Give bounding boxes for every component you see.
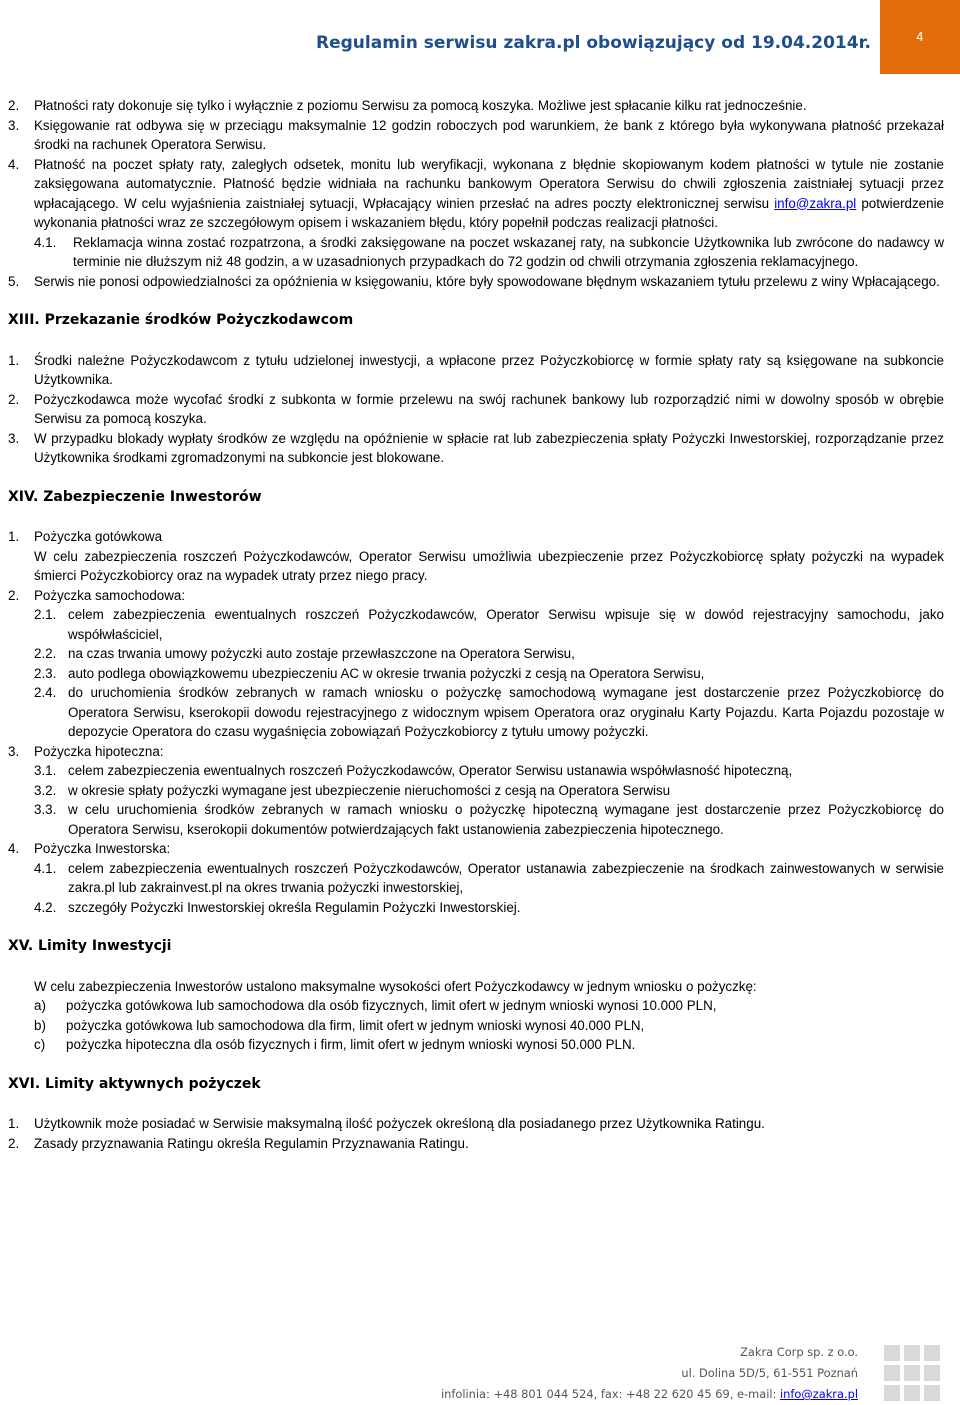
item-text: w celu uruchomienia środków zebranych w ramach wniosku o pożyczkę hipoteczną wymagane jest dostarczenie przez Pożyczkobiorcę do Operatora Serwisu, kserokopii dokumentów potwierdzających fakt ustanowienia zabezpieczenia hipotecznego. — [68, 802, 944, 837]
list-item — [8, 839, 944, 859]
sub-list-item — [34, 644, 944, 664]
item-text: pożyczka gotówkowa lub samochodowa dla firm, limit ofert w jednym wnioski wynosi 40.000 PLN, — [66, 1017, 645, 1033]
list-item — [34, 1035, 944, 1055]
item-text: Księgowanie rat odbywa się w przeciągu maksymalnie 12 godzin roboczych pod warunkiem, że bank z którego była wykonywana płatność przekazał środki na rachunek Operatora Serwisu. — [34, 117, 944, 152]
list-item — [8, 429, 944, 468]
item-number: 3. — [8, 743, 20, 759]
item-text: Płatności raty dokonuje się tylko i wyłącznie z poziomu Serwisu za pomocą koszyka. Możliwe jest spłacanie kilku rat jednocześnie. — [34, 98, 807, 113]
list-item — [8, 390, 944, 429]
list-item — [8, 272, 944, 292]
item-number: 2. — [8, 98, 20, 113]
list-item — [8, 527, 944, 547]
item-text: w okresie spłaty pożyczki wymagane jest ubezpieczenie nieruchomości z cesją na Operatora Serwisu — [68, 782, 671, 798]
company-logo-icon — [884, 1345, 940, 1401]
item-number: a) — [34, 998, 46, 1013]
sub-list-item — [34, 664, 944, 684]
item-text: celem zabezpieczenia ewentualnych roszczeń Pożyczkodawców, Operator ustanawia zabezpieczenie na środkach zainwestowanych w serwisie zakra.pl lub zakrainvest.pl na okres trwania pożyczki inwestorskiej, — [68, 860, 944, 895]
sub-list-item — [34, 683, 944, 742]
item-number: 4. — [8, 156, 20, 172]
item-number: 2. — [8, 587, 20, 603]
item-number: 4.2. — [34, 899, 57, 915]
item-text — [34, 155, 944, 233]
item-number: c) — [34, 1037, 46, 1052]
item-title: Pożyczka Inwestorska: — [34, 841, 171, 856]
item-title: Pożyczka hipoteczna: — [34, 743, 164, 759]
item-text-part: Płatność na poczet spłaty raty, zaległych odsetek, monitu lub weryfikacji, wykonana z błędnie skopiowanym kodem płatności w tytule nie zostanie zaksięgowana automatycznie. Płatność będzie widniała na rachunku bankowym Operatora Serwisu do chwili zgłoszenia zaistniałej sytuacji przez wpłacającego. W celu wyjaśnienia zaistniałej sytuacji, Wpłacający winien przesłać na adres poczty elektronicznej serwisu — [34, 156, 944, 211]
section-intro: W celu zabezpieczenia Inwestorów ustalono maksymalne wysokości ofert Pożyczkodawcy w jednym wniosku o pożyczkę: — [34, 978, 757, 994]
item-title: Pożyczka samochodowa: — [34, 587, 186, 603]
item-text: Zasady przyznawania Ratingu określa Regulamin Przyznawania Ratingu. — [34, 1135, 469, 1151]
item-text-part: potwierdzenie wykonania płatności wraz ze szczegółowym opisem i wskazaniem błędu, który popełnił podczas realizacji płatności. — [34, 195, 944, 230]
item-number: 2.2. — [34, 646, 57, 661]
sub-list-item — [34, 605, 944, 644]
item-text: Reklamacja winna zostać rozpatrzona, a środki zaksięgowane na poczet wskazanej raty, na subkoncie Użytkownika lub zwrócone do nadawcy w terminie nie dłuższym niż 48 godzin, a w uzasadnionych przypadkach do 72 godzin od chwili otrzymania zgłoszenia reklamacyjnego. — [73, 234, 944, 269]
item-number: 4.1. — [34, 860, 57, 876]
item-number: 1. — [8, 529, 20, 544]
page-footer — [441, 1342, 858, 1405]
item-number: 4.1. — [34, 234, 57, 250]
item-number: 2.1. — [34, 607, 57, 622]
footer-email-link[interactable]: info@zakra.pl — [780, 1387, 858, 1401]
item-text: Środki należne Pożyczkodawcom z tytułu udzielonej inwestycji, a wpłacone przez Pożyczkobiorcę w formie spłaty raty są księgowane na subkoncie Użytkownika. — [34, 352, 944, 387]
item-number: 3. — [8, 430, 20, 446]
item-number: 3. — [8, 117, 20, 133]
list-item — [8, 351, 944, 390]
section-heading: XVI. Limity aktywnych pożyczek — [8, 1075, 261, 1092]
item-text: W celu zabezpieczenia roszczeń Pożyczkodawców, Operator Serwisu umożliwia ubezpieczenie przez Pożyczkobiorcę spłaty pożyczki na wypadek śmierci Pożyczkobiorcy oraz na wypadek utraty przez niego pracy. — [34, 548, 944, 583]
sub-list-item — [34, 781, 944, 801]
list-item — [8, 116, 944, 155]
item-text: W przypadku blokady wypłaty środków ze względu na opóźnienie w spłacie rat lub zabezpieczenia spłaty Pożyczki Inwestorskiej, rozporządzanie przez Użytkownika środkami zgromadzonymi na subkoncie jest blokowane. — [34, 430, 944, 465]
footer-contact-text: infolinia: +48 801 044 524, fax: +48 22 620 45 69, e-mail: — [440, 1387, 780, 1401]
item-text: pożyczka gotówkowa lub samochodowa dla osób fizycznych, limit ofert w jednym wnioski wynosi 10.000 PLN, — [66, 998, 717, 1013]
item-number: 1. — [8, 1116, 20, 1131]
item-text: Serwis nie ponosi odpowiedzialności za opóźnienia w księgowaniu, które były spowodowane błędnym wskazaniem tytułu przelewu z winy Wpłacającego. — [34, 273, 940, 289]
page-number-badge — [880, 0, 960, 74]
item-text: auto podlega obowiązkowemu ubezpieczeniu AC w okresie trwania pożyczki z cesją na Operatora Serwisu, — [68, 665, 705, 681]
sub-list-item — [34, 233, 944, 272]
footer-company: Zakra Corp sp. z o.o. — [740, 1345, 858, 1359]
item-text: Użytkownik może posiadać w Serwisie maksymalną ilość pożyczek określoną dla posiadanego przez Użytkownika Ratingu. — [34, 1116, 765, 1131]
list-item — [8, 96, 944, 116]
document-body — [8, 96, 944, 1153]
section-heading: XIII. Przekazanie środków Pożyczkodawcom — [8, 312, 354, 328]
item-number: 3.3. — [34, 802, 57, 817]
item-number: 1. — [8, 352, 20, 368]
list-item — [34, 1016, 944, 1036]
sub-list-item — [34, 761, 944, 781]
email-link[interactable]: info@zakra.pl — [774, 195, 857, 211]
item-text: Pożyczkodawca może wycofać środki z subkonta w formie przelewu na swój rachunek bankowy lub rozporządzić nimi w dowolny sposób w obrębie Serwisu za pomocą koszyka. — [34, 391, 944, 426]
item-number: 5. — [8, 273, 20, 289]
sub-list-item — [34, 800, 944, 839]
item-text: do uruchomienia środków zebranych w ramach wniosku o pożyczkę samochodową wymagane jest dostarczenie przez Pożyczkobiorcę do Operatora Serwisu, kserokopii dowodu rejestracyjnego z widocznym wpisem Operatora oraz oryginału Karty Pojazdu. Karta Pojazdu pozostaje w depozycie Operatora do czasu wygaśnięcia zobowiązań Pożyczkobiorcy z tytułu umowy pożyczki. — [68, 685, 944, 739]
footer-contact — [441, 1384, 858, 1405]
page-number: 4 — [916, 30, 924, 44]
list-item — [8, 742, 944, 762]
item-number: 3.2. — [34, 782, 57, 798]
section-heading: XIV. Zabezpieczenie Inwestorów — [8, 488, 262, 505]
item-number: 3.1. — [34, 763, 57, 778]
item-text: szczegóły Pożyczki Inwestorskiej określa Regulamin Pożyczki Inwestorskiej. — [68, 899, 521, 915]
item-number: 2. — [8, 391, 20, 407]
item-number: 2.3. — [34, 665, 57, 681]
sub-list-item — [34, 898, 944, 918]
list-item — [34, 996, 944, 1016]
list-item — [8, 1134, 944, 1154]
item-title: Pożyczka gotówkowa — [34, 529, 163, 544]
list-item — [8, 1114, 944, 1134]
list-item — [8, 586, 944, 606]
document-header-title: Regulamin serwisu zakra.pl obowiązujący od 19.04.2014r. — [316, 33, 871, 53]
item-number: b) — [34, 1017, 46, 1033]
footer-address: ul. Dolina 5D/5, 61-551 Poznań — [681, 1366, 858, 1380]
item-number: 2. — [8, 1135, 20, 1151]
section-heading: XV. Limity Inwestycji — [8, 938, 172, 954]
item-number: 4. — [8, 841, 20, 856]
item-text: pożyczka hipoteczna dla osób fizycznych i firm, limit ofert w jednym wnioski wynosi 50.000 PLN. — [66, 1037, 636, 1052]
item-number: 2.4. — [34, 685, 57, 700]
list-item — [8, 155, 944, 233]
item-text: celem zabezpieczenia ewentualnych roszczeń Pożyczkodawców, Operator Serwisu wpisuje się w dowód rejestracyjny samochodu, jako współwłaściciel, — [68, 607, 944, 642]
item-text: celem zabezpieczenia ewentualnych roszczeń Pożyczkodawców, Operator Serwisu ustanawia współwłasność hipoteczną, — [68, 763, 793, 778]
sub-list-item — [34, 859, 944, 898]
item-text: na czas trwania umowy pożyczki auto zostaje przewłaszczone na Operatora Serwisu, — [68, 646, 575, 661]
